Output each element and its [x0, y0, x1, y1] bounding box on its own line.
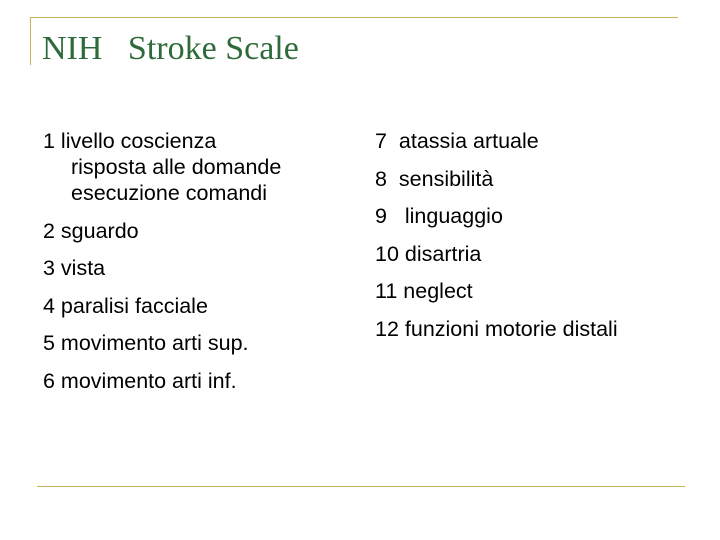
list-item: 4 paralisi facciale — [43, 293, 208, 318]
bottom-rule — [37, 486, 685, 487]
list-item: 10 disartria — [375, 241, 482, 266]
list-item: 9 linguaggio — [375, 204, 503, 228]
list-item: 7 atassia artuale — [375, 129, 539, 153]
list-item: 3 vista — [43, 256, 106, 280]
list-item: 5 movimento arti sup. — [43, 331, 249, 355]
list-item-1 — [43, 128, 343, 206]
list-item: 2 sguardo — [43, 218, 139, 243]
list-item: 8 sensibilità — [375, 166, 494, 191]
list-item: 12 funzioni motorie distali — [375, 316, 618, 341]
list-item-label: 1 livello coscienza — [43, 129, 217, 153]
top-rule — [30, 17, 678, 18]
slide-title: NIH Stroke Scale — [42, 30, 299, 67]
list-item: 6 movimento arti inf. — [43, 368, 237, 393]
title-corner-rule — [30, 17, 31, 65]
sub-item: esecuzione comandi — [71, 181, 268, 205]
left-column — [43, 128, 343, 405]
sub-item: risposta alle domande — [71, 155, 282, 179]
right-column — [375, 128, 695, 353]
list-item: 11 neglect — [375, 279, 473, 303]
